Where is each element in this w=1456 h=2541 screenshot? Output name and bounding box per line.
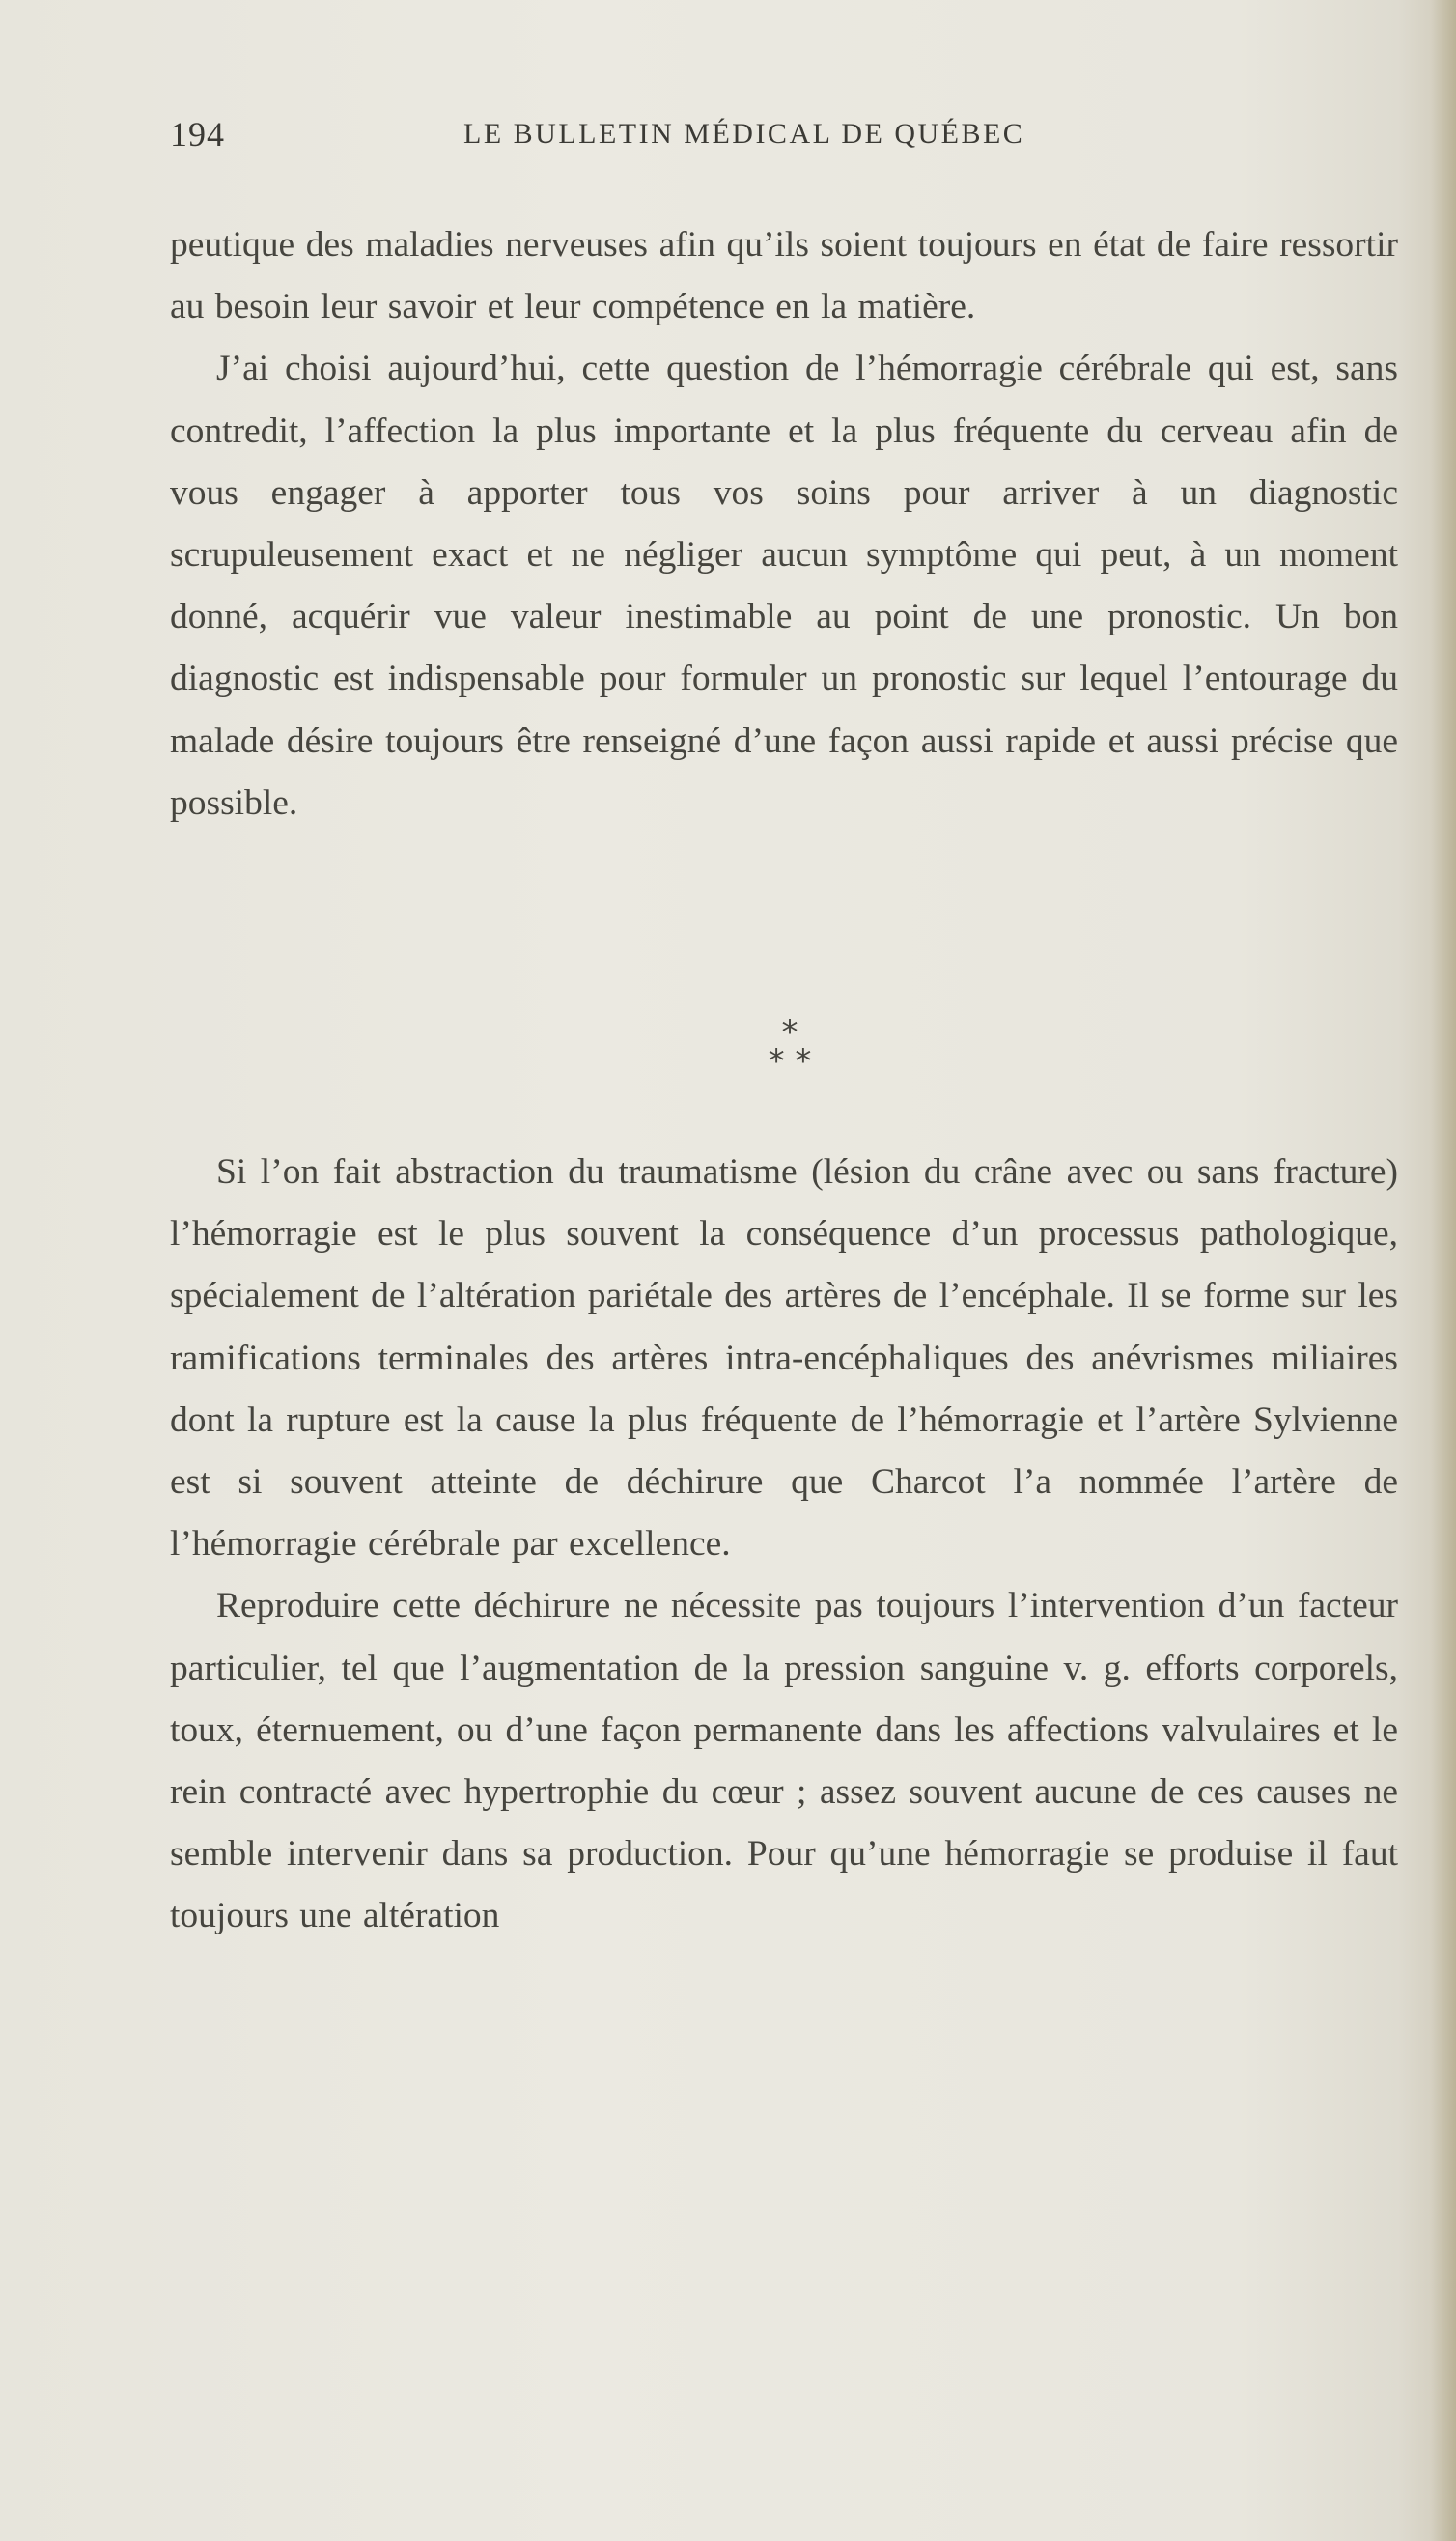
page-number: 194 [170,115,225,154]
paragraph-rupture-causes: Reproduire cette déchirure ne nécessite pas toujours l’intervention d’un facteur particulier, tel que l’augmentation de la pression sanguine v. g. efforts corporels, toux, éternuement, ou d’une façon permanente dans les affections valvulaires et le rein contracté avec hypertrophie du cœur ; assez souvent aucune de ces causes ne semble intervenir dans sa production. Pour qu’une hémorragie se produise il faut toujours une altération [170,1586,1398,1936]
asterism-bottom: * * [768,1042,812,1081]
text-block-lower [170,1142,1398,1948]
paragraph-pathology: Si l’on fait abstraction du traumatisme (lésion du crâne avec ou sans fracture) l’hémorragie est le plus souvent la conséquence d’un processus pathologique, spécialement de l’altération pariétale des artères de l’encéphale. Il se forme sur les ramifications terminales des artères intra-encéphaliques des anévrismes miliaires dont la rupture est la cause la plus fréquente de l’hémorragie et l’artère Sylvienne est si souvent atteinte de déchirure que Charcot l’a nommée l’artère de l’hémorragie cérébrale par excellence. [170,1152,1398,1565]
journal-title: LE BULLETIN MÉDICAL DE QUÉBEC [463,118,1025,150]
running-head [170,114,1398,162]
text-block-upper [170,214,1398,834]
asterism-top: * [781,1013,798,1052]
page-edge-shadow [1431,0,1456,2541]
asterism-divider [722,1013,857,1081]
paragraph-hemorrhage-intro: J’ai choisi aujourd’hui, cette question de l’hémorragie cérébrale qui est, sans contredit, l’affection la plus importante et la plus fréquente du cerveau afin de vous engager à apporter tous vos soins pour arriver à un diagnostic scrupuleusement exact et ne négliger aucun symptôme qui peut, à un moment donné, acquérir vue valeur inestimable au point de une pronostic. Un bon diagnostic est indispensable pour formuler un pronostic sur lequel l’entourage du malade désire toujours être renseigné d’une façon aussi rapide et aussi précise que possible. [170,349,1398,823]
paragraph-continued: peutique des maladies nerveuses afin qu’ils soient toujours en état de faire ressortir au besoin leur savoir et leur compétence en la matière. [170,225,1398,327]
